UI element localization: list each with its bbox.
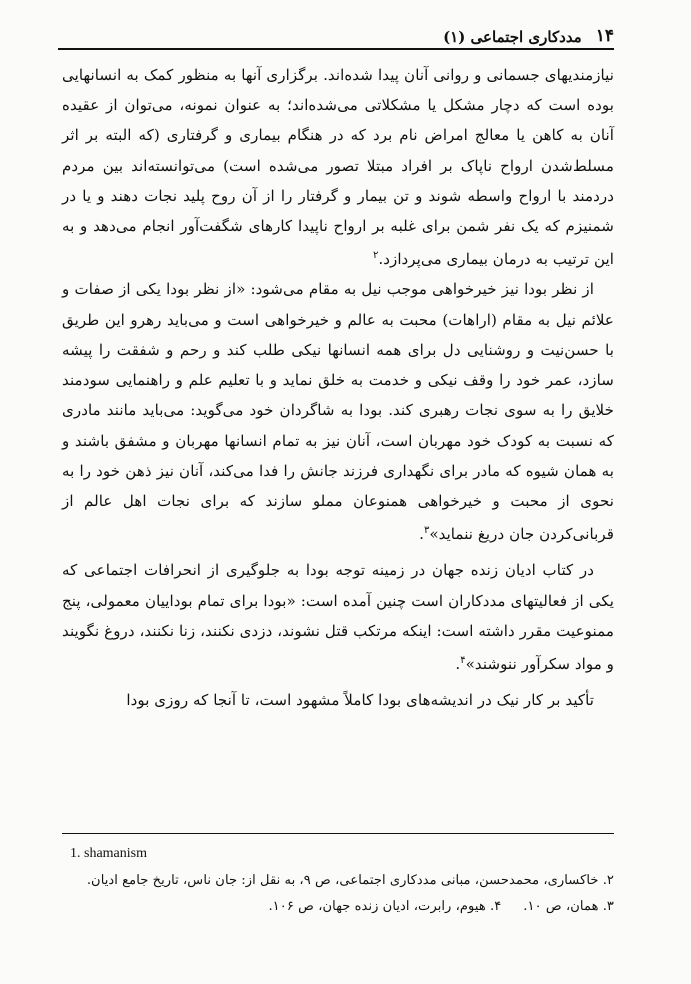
header-rule: [58, 48, 614, 50]
main-text: [62, 60, 614, 715]
footnote-row: [80, 894, 614, 920]
footnote-3: ۳. همان، ص ۱۰.: [523, 899, 614, 914]
paragraph-1-text: نیازمندیهای جسمانی و روانی آنان پیدا شده‌اند. برگزاری آنها به منظور کمک به انسانهایی بوده است که دچار مشکل یا مشکلاتی می‌شده‌اند؛ به عنوان نمونه، می‌توان از عقیده آنان به کاهن یا معالج امراض نام برد که در هنگام بیماری و گرفتاری (که البته بر اثر مسلط‌شدن ارواح ناپاک بر افراد مبتلا تصور می‌شده است) می‌توانسته‌اند بین مردم دردمند با ارواح واسطه شوند و تن بیمار و گرفتار را از آن روح پلید نجات دهند و یا در شمنیزم که یک نفر شمن برای غلبه بر ارواح ناپیدا کارهای شگفت‌آور انجام می‌دهد و به این ترتیب به درمان بیماری می‌پردازد.: [62, 66, 614, 269]
note-mark-2: ۲: [373, 250, 379, 262]
page-number: ۱۴: [595, 26, 614, 46]
running-title: مددکاری اجتماعی (۱): [443, 28, 582, 46]
footnote-2: ۲. خاکساری، محمدحسن، مبانی مددکاری اجتماعی، ص ۹، به نقل از: جان ناس، تاریخ جامع ادیان.: [86, 873, 614, 888]
footnote-1: 1. shamanism: [70, 846, 147, 861]
paragraph-3-text: در کتاب ادیان زنده جهان در زمینه توجه بودا به جلوگیری از انحرافات اجتماعی که یکی از فعالیتهای مددکاران است چنین آمده است: «بودا برای تمام بوداییان معمولی، پنج ممنوعیت مقرر داشته است: اینکه مرتکب قتل نشوند، دزدی نکنند، زنا نکنند، دروغ نگویند و مواد سکرآور ننوشند»: [62, 561, 614, 674]
page-header: [58, 18, 614, 46]
footnote-rule: [62, 833, 614, 834]
paragraph-2-text: از نظر بودا نیز خیرخواهی موجب نیل به مقام می‌شود: «از نظر بودا یکی از صفات و علائم نیل به مقام (اراهات) محبت به عالم و خیرخواهی است و می‌باید رهرو این طریق با حسن‌نیت و روشنایی دل برای همه انسانها نیکی طلب کند و رحم و شفقت را پیشه سازد، عمر خود را وقف نیکی و خدمت به خلق نماید و با تعلیم علم و راهنمایی سودمند خلایق را به سوی نجات رهبری کند. بودا به شاگردان خود می‌گوید: می‌باید مانند مادری که نسبت به کودک خود مهربان است، آنان نیز به تمام انسانها مهربان و مشفق باشند و به همان شیوه که مادر برای نگهداری فرزند جانش را فدا می‌کند، آنان نیز ذهن خود را به نحوی از محبت و خیرخواهی همنوعان مملو سازند که برای نجات اهل عالم از قربانی‌کردن جان دریغ ننماید»: [62, 280, 615, 544]
footnote-4: ۴. هیوم، رابرت، ادیان زنده جهان، ص ۱۰۶.: [268, 899, 502, 914]
footnotes: [80, 868, 614, 920]
paragraph-1: [62, 60, 614, 274]
paragraph-4-text: تأکید بر کار نیک در اندیشه‌های بودا کاملاً مشهود است، تا آنجا که روزی بودا: [126, 691, 594, 710]
paragraph-4: [62, 685, 614, 715]
paragraph-2: از نظر بودا نیز خیرخواهی موجب نیل به مقام می‌شود: «از نظر بودا یکی از صفات و علائم نیل به مقام (اراهات) محبت به عالم و خیرخواهی است و می‌باید رهرو این طریق با حسن‌نیت و روشنایی دل برای همه انسانها نیکی طلب کند و رحم و شفقت را پیشه سازد، عمر خود را وقف نیکی و خدمت به خلق نماید و با تعلیم علم و راهنمایی سودمند خلایق را به سوی نجات رهبری کند. بودا به شاگردان خود می‌گوید: می‌باید مانند مادری که نسبت به کودک خود مهربان است، آنان نیز به تمام انسانها مهربان و مشفق باشند و به همان شیوه که مادر برای نگهداری فرزند جانش را فدا می‌کند، آنان نیز ذهن خود را به نحوی از محبت و خیرخواهی همنوعان مملو سازند که برای نجات اهل عالم از قربانی‌کردن جان دریغ ننماید»$^۳$.: [62, 280, 615, 544]
paragraph-3: در کتاب ادیان زنده جهان در زمینه توجه بودا به جلوگیری از انحرافات اجتماعی که یکی از فعالیتهای مددکاران است چنین آمده است: «بودا برای تمام بوداییان معمولی، پنج ممنوعیت مقرر داشته است: اینکه مرتکب قتل نشوند، دزدی نکنند، زنا نکنند، دروغ نگویند و مواد سکرآور ننوشند»$^۴$.: [62, 561, 614, 674]
note-mark-3: ۳: [423, 525, 430, 537]
note-mark-4: ۴: [460, 654, 466, 666]
